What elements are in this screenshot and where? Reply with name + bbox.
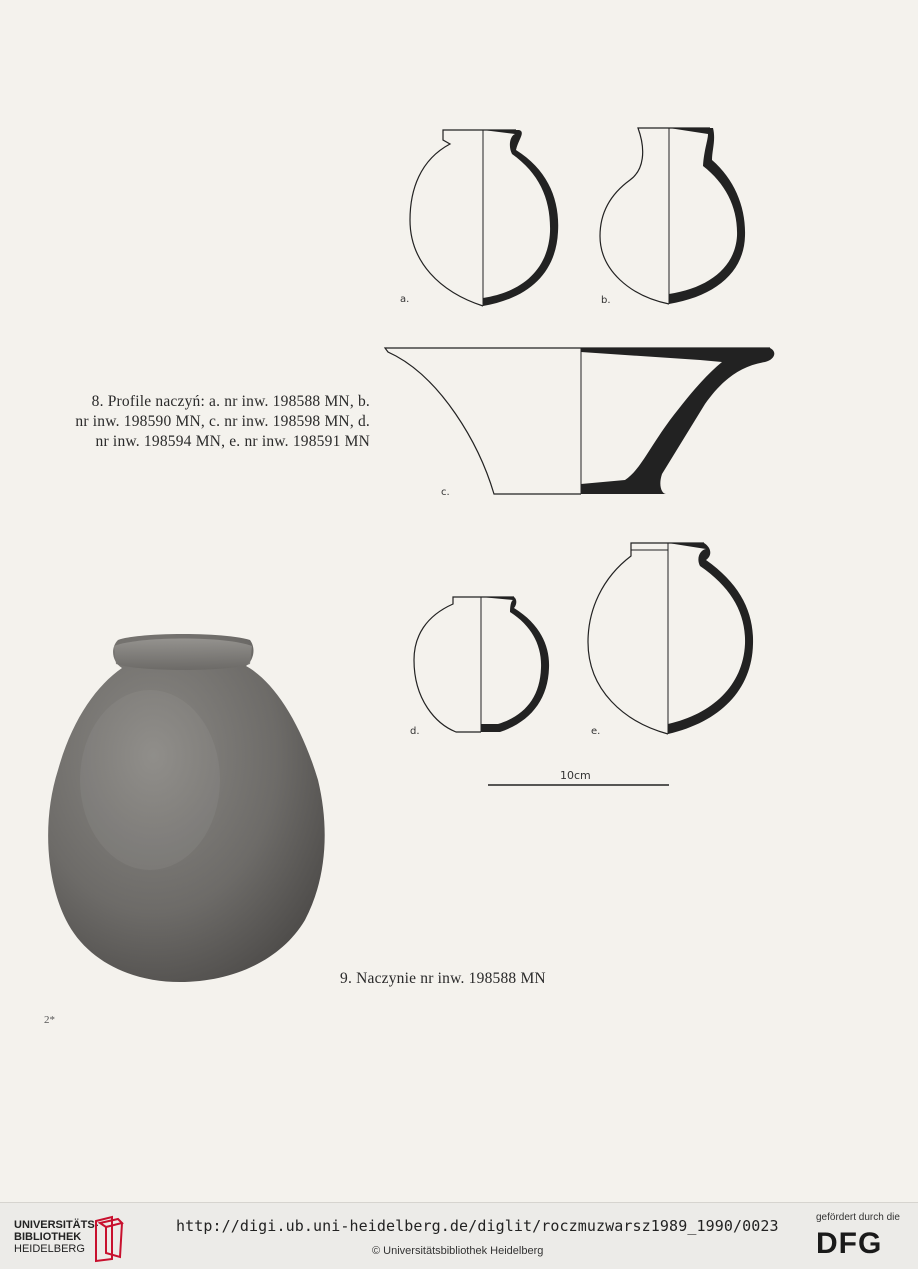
university-library-logo[interactable] bbox=[14, 1219, 98, 1255]
profile-e bbox=[588, 543, 753, 734]
label-d: d. bbox=[410, 726, 420, 737]
viewer-footer bbox=[0, 1202, 918, 1269]
library-name-line-3: HEIDELBERG bbox=[14, 1243, 85, 1255]
ub-emblem-icon bbox=[92, 1213, 128, 1263]
label-e: e. bbox=[591, 726, 601, 737]
vessel-photo bbox=[48, 634, 325, 982]
library-name-line-2: BIBLIOTHEK bbox=[14, 1231, 82, 1243]
dfg-logo[interactable]: DFG bbox=[816, 1227, 883, 1260]
profile-d bbox=[414, 597, 549, 732]
library-name-line-1: UNIVERSITÄTS- bbox=[14, 1219, 99, 1231]
profile-a bbox=[410, 130, 558, 306]
profile-c bbox=[385, 348, 774, 494]
copyright-notice: © Universitätsbibliothek Heidelberg bbox=[372, 1245, 544, 1257]
funding-note: gefördert durch die bbox=[816, 1212, 900, 1223]
scale-label: 10cm bbox=[560, 769, 591, 782]
figure-9-caption: 9. Naczynie nr inw. 198588 MN bbox=[340, 970, 546, 987]
permalink-url[interactable]: http://digi.ub.uni-heidelberg.de/diglit/roczmuzwarsz1989_1990/0023 bbox=[176, 1217, 779, 1235]
label-b: b. bbox=[601, 295, 611, 306]
profile-b bbox=[600, 128, 745, 304]
label-c: c. bbox=[441, 487, 450, 498]
label-a: a. bbox=[400, 294, 410, 305]
page-number: 2* bbox=[44, 1014, 55, 1026]
figure-8-caption: 8. Profile naczyń: a. nr inw. 198588 MN, b. nr inw. 198590 MN, c. nr inw. 198598 MN, d. nr inw. 198594 MN, e. nr inw. 198591 MN bbox=[75, 393, 370, 450]
